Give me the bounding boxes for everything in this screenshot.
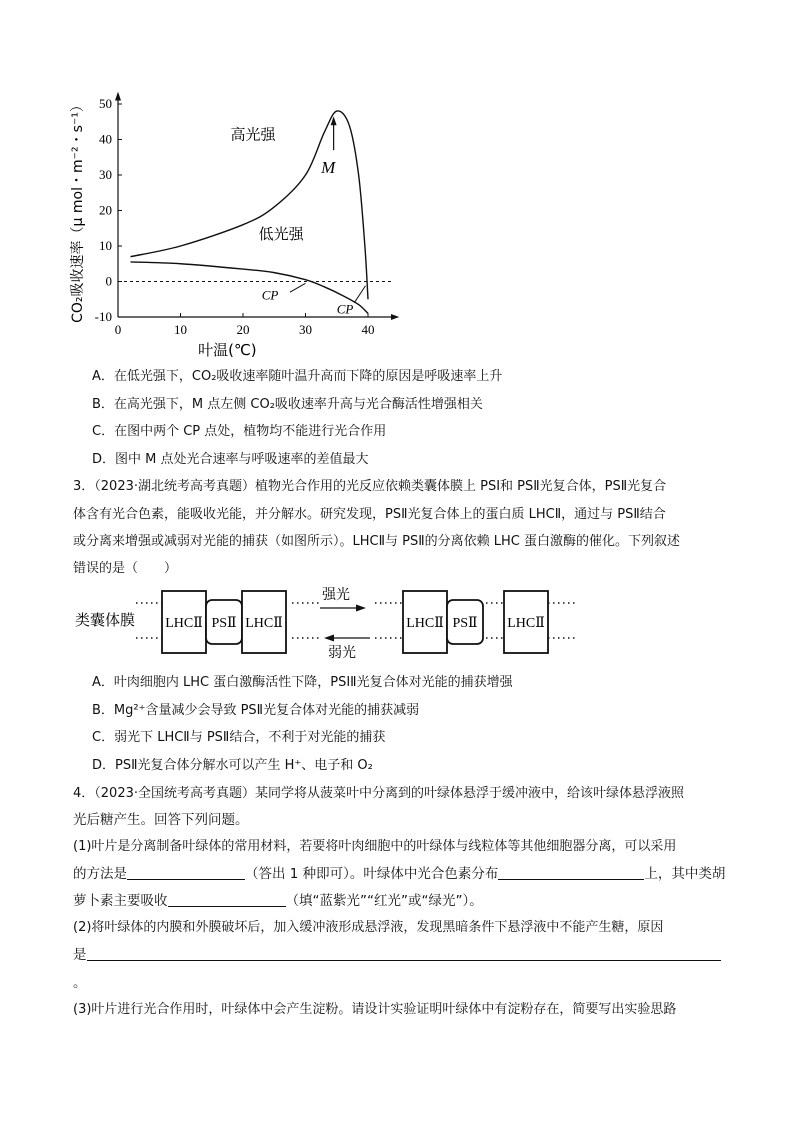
y-tick-label: 10	[99, 238, 112, 253]
x-axis-title: 叶温(℃)	[198, 341, 257, 359]
y-tick-label: 20	[99, 202, 112, 218]
cp-arrow-2	[354, 286, 365, 303]
answer-blank-pigment-location[interactable]	[498, 865, 644, 880]
x-axis-arrow	[391, 314, 399, 320]
answer-blank-method[interactable]	[127, 865, 245, 880]
lhc-label-left-1: LHCⅡ	[165, 616, 203, 631]
ps-label-left: PSⅡ	[211, 616, 237, 631]
q4-intro-line2: 光后糖产生。回答下列问题。	[73, 812, 249, 828]
q2-option-c: C．在图中两个 CP 点处，植物均不能进行光合作用	[92, 424, 387, 439]
q3-option-a: A．叶肉细胞内 LHC 蛋白激酶活性下降，PSⅠⅡ光复合体对光能的捕获增强	[92, 675, 513, 690]
y-tick-label: 30	[99, 167, 112, 182]
membrane-label: 类囊体膜	[75, 611, 136, 629]
q4-part1-text-a: 的方法是	[73, 866, 127, 882]
co2-chart	[60, 90, 420, 360]
y-tick-label: 0	[105, 273, 112, 289]
q3-stem-line1: 3．（2023·湖北统考高考真题）植物光合作用的光反应依赖类囊体膜上 PSⅠ和 PSⅡ光复合体，PSⅡ光复合	[73, 479, 667, 494]
low-light-curve	[131, 262, 369, 313]
high-light-label: 高光强	[230, 125, 276, 144]
q3-stem-line4: 错误的是（ ）	[73, 561, 178, 576]
lhc-label-right-2: LHCⅡ	[507, 616, 545, 631]
y-tick-label: 50	[99, 96, 112, 111]
q3-stem-line3: 或分离来增强或减弱对光能的捕获（如图所示）。LHCⅡ与 PSⅡ的分离依赖 LHC 蛋白激酶的催化。下列叙述	[73, 534, 680, 549]
cp-label-1: CP	[261, 287, 279, 303]
q4-part2-text-a: 是	[73, 947, 87, 963]
q4-part1-line2	[73, 865, 725, 883]
lhc-label-left-2: LHCⅡ	[245, 616, 283, 631]
q4-part1-line3	[73, 892, 483, 910]
x-tick-label: 30	[299, 322, 312, 337]
answer-blank-reason[interactable]	[87, 946, 721, 961]
q4-part2-line1: (2)将叶绿体的内膜和外膜破坏后，加入缓冲液形成悬浮液，发现黑暗条件下悬浮液中不能产生糖，原因	[73, 920, 664, 935]
x-tick-label: 20	[236, 322, 250, 337]
lhc-diagram	[70, 583, 590, 663]
q4-part2-line3: 。	[73, 975, 87, 991]
m-point-label: M	[321, 158, 336, 178]
q4-part1-line1: (1)叶片是分离制备叶绿体的常用材料，若要将叶肉细胞中的叶绿体与线粒体等其他细胞器分离，可以采用	[73, 839, 677, 854]
q4-part1-text-b: （答出 1 种即可）。叶绿体中光合色素分布	[245, 866, 499, 882]
q2-option-a: A．在低光强下，CO₂吸收速率随叶温升高而下降的原因是呼吸速率上升	[92, 369, 503, 384]
x-tick-label: 40	[361, 322, 375, 337]
q4-part3-line1: (3)叶片进行光合作用时，叶绿体中会产生淀粉。请设计实验证明叶绿体中有淀粉存在，简要写出实验思路	[73, 1002, 677, 1017]
q3-option-c: C．弱光下 LHCⅡ与 PSⅡ结合，不利于对光能的捕获	[92, 730, 386, 745]
q4-part1-text-c: 上，其中类胡	[644, 866, 726, 882]
x-tick-label: 10	[174, 322, 187, 337]
y-tick-label: -10	[94, 309, 112, 324]
answer-blank-carotene-light[interactable]	[168, 892, 286, 907]
q3-stem-line2: 体含有光合色素，能吸收光能，并分解水。研究发现，PSⅡ光复合体上的蛋白质 LHCⅡ，通过与 PSⅡ结合	[73, 507, 666, 522]
q4-part1-text-e: （填“蓝紫光”“红光”或“绿光”）。	[285, 893, 483, 909]
y-tick-label: 40	[99, 131, 112, 147]
low-light-label: 低光强	[258, 224, 304, 243]
y-axis-title: CO₂吸收速率（μ mol・m⁻²・s⁻¹）	[70, 98, 86, 323]
ps-label-right: PSⅡ	[452, 616, 478, 631]
q4-part2-line2	[73, 946, 721, 964]
x-tick-label: 0	[114, 322, 122, 337]
q2-option-d: D．图中 M 点处光合速率与呼吸速率的差值最大	[92, 452, 369, 467]
y-axis-arrow	[115, 92, 121, 101]
weak-light-label: 弱光	[328, 645, 356, 661]
q3-option-b: B．Mg²⁺含量减少会导致 PSⅡ光复合体对光能的捕获减弱	[92, 703, 420, 718]
q4-intro-line1: 4．（2023·全国统考高考真题）某同学将从菠菜叶中分离到的叶绿体悬浮于缓冲液中，给该叶绿体悬浮液照	[73, 786, 684, 801]
q2-option-b: B．在高光强下，M 点左侧 CO₂吸收速率升高与光合酶活性增强相关	[92, 397, 483, 412]
lhc-label-right-1: LHCⅡ	[406, 616, 444, 631]
cp-arrow-1	[290, 283, 306, 292]
q4-part1-text-d: 萝卜素主要吸收	[73, 893, 168, 909]
q3-option-d: D．PSⅡ光复合体分解水可以产生 H⁺、电子和 O₂	[92, 758, 373, 773]
strong-light-label: 强光	[322, 587, 350, 603]
cp-label-2: CP	[336, 301, 354, 317]
